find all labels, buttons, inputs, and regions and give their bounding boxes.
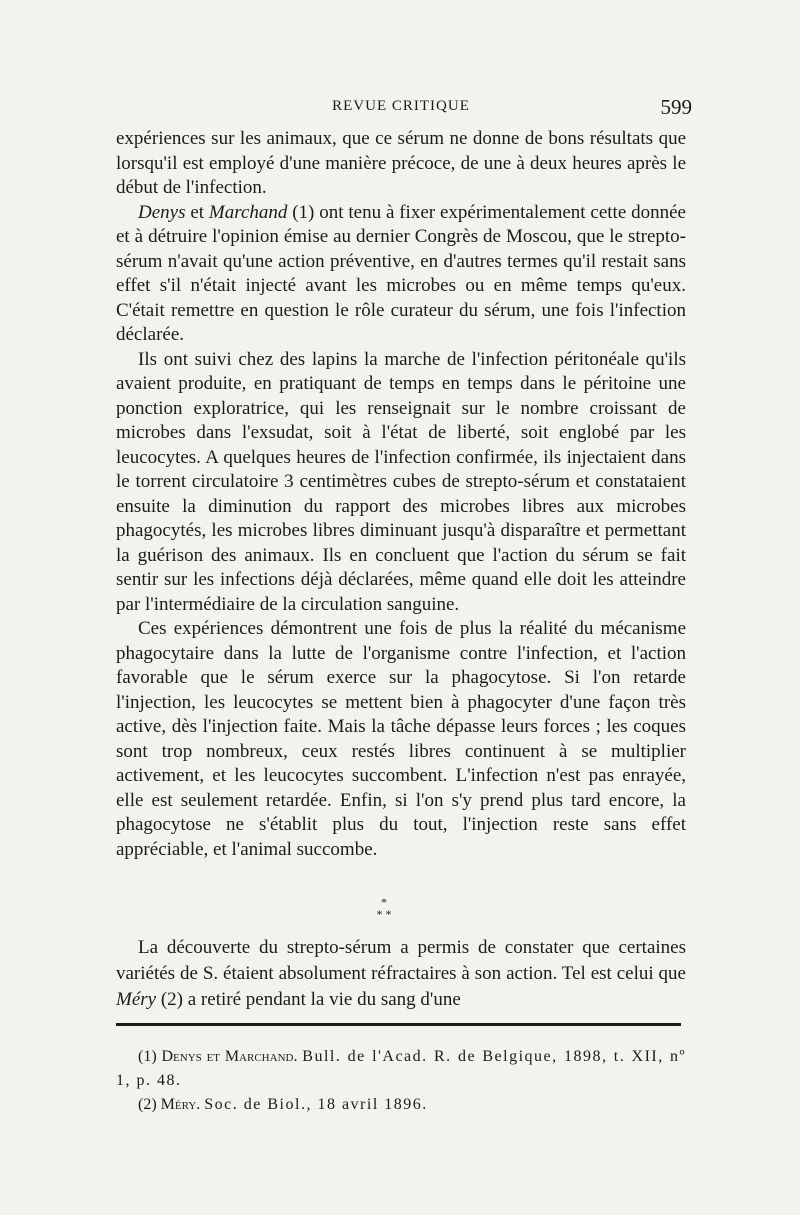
author-mery: Méry xyxy=(116,989,157,1010)
paragraph-5 xyxy=(116,935,686,1013)
footnote-1 xyxy=(116,1045,686,1093)
section-asterism xyxy=(372,896,396,926)
asterism-bottom: * * xyxy=(376,907,392,921)
paragraph-4: Ces expériences démontrent une fois de plus la réalité du mécanisme phagocytaire dans la lutte de l'organisme contre l'infection, et l'action favorable que le sérum exerce sur la phagocytose. Si l'on retarde l'injection, les leucocytes se mettent bien à phagocyter d'une façon très active, dès l'injection faite. Mais la tâche dépasse leurs forces ; les coques sont trop nombreux, ceux restés libres continuent à se multiplier activement, et les leucocytes succombent. L'infection n'est pas enrayée, elle est seulement retardée. Enfin, si l'on s'y prend plus tard encore, la phagocytose ne s'établit plus du tout, l'injection reste sans effet appréciable, et l'animal succombe. xyxy=(116,618,686,860)
second-section xyxy=(116,935,686,1013)
conjunction: et xyxy=(185,201,209,223)
paragraph-1: expériences sur les animaux, que ce sérum ne donne de bons résultats que lorsqu'il est employé d'une manière précoce, de une à deux heures après le début de l'infection. xyxy=(116,128,686,198)
running-head: REVUE CRITIQUE xyxy=(332,98,470,114)
page-header xyxy=(116,95,692,124)
footnote-1-reference: Bull. de l'Acad. R. de Belgique, 1898, t. XII, nº 1, p. 48. xyxy=(116,1048,687,1089)
asterism-top: * xyxy=(381,895,387,909)
footnote-rule xyxy=(116,1023,681,1026)
footnote-1-number: (1) xyxy=(138,1048,157,1065)
page-number: 599 xyxy=(660,95,692,119)
footnote-2-reference: Soc. de Biol., 18 avril 1896. xyxy=(204,1096,428,1113)
footnote-2-number: (2) xyxy=(138,1096,157,1113)
author-denys: Denys xyxy=(138,201,186,223)
paragraph-5-text-b: (2) a retiré pendant la vie du sang d'une xyxy=(156,989,461,1010)
paragraph-2-text: (1) ont tenu à fixer expérimentalement cette donnée et à détruire l'opinion émise au dernier Congrès de Moscou, que le strepto-sérum n'avait qu'une action préventive, en d'autres termes qu'il restait sans effet s'il n'était injecté avant les microbes ou en même temps qu'eux. C'était remettre en question le rôle curateur du sérum, une fois l'infection déclarée. xyxy=(116,201,686,345)
footnote-2-author: Méry. xyxy=(160,1096,201,1113)
paragraph-2 xyxy=(116,201,686,348)
paragraph-3: Ils ont suivi chez des lapins la marche de l'infection péritonéale qu'ils avaient produite, en pratiquant de temps en temps dans le péritoine une ponction exploratrice, qui les renseignait sur le nombre croissant de microbes dans l'exsudat, soit à l'état de liberté, soit englobé par les leucocytes. A quelques heures de l'infection confirmée, ils injectaient dans le torrent circulatoire 3 centimètres cubes de strepto-sérum et constataient ensuite la diminution du rapport des microbes libres aux microbes phagocytés, les microbes libres diminuant jusqu'à disparaître et permettant la guérison des animaux. Ils en concluent que l'action du sérum se fait sentir sur les infections déjà déclarées, même quand elle doit les atteindre par l'intermédiaire de la circulation sanguine. xyxy=(116,348,686,615)
footnote-2 xyxy=(116,1093,686,1117)
footnote-1-authors: Denys et Marchand. xyxy=(161,1048,298,1065)
author-marchand: Marchand xyxy=(208,201,288,223)
footnotes xyxy=(116,1045,686,1117)
main-text xyxy=(116,127,686,862)
paragraph-5-text-a: La découverte du strepto-sérum a permis de constater que certaines variétés de S. étaient absolument réfractaires à son action. Tel est celui que xyxy=(116,937,686,984)
